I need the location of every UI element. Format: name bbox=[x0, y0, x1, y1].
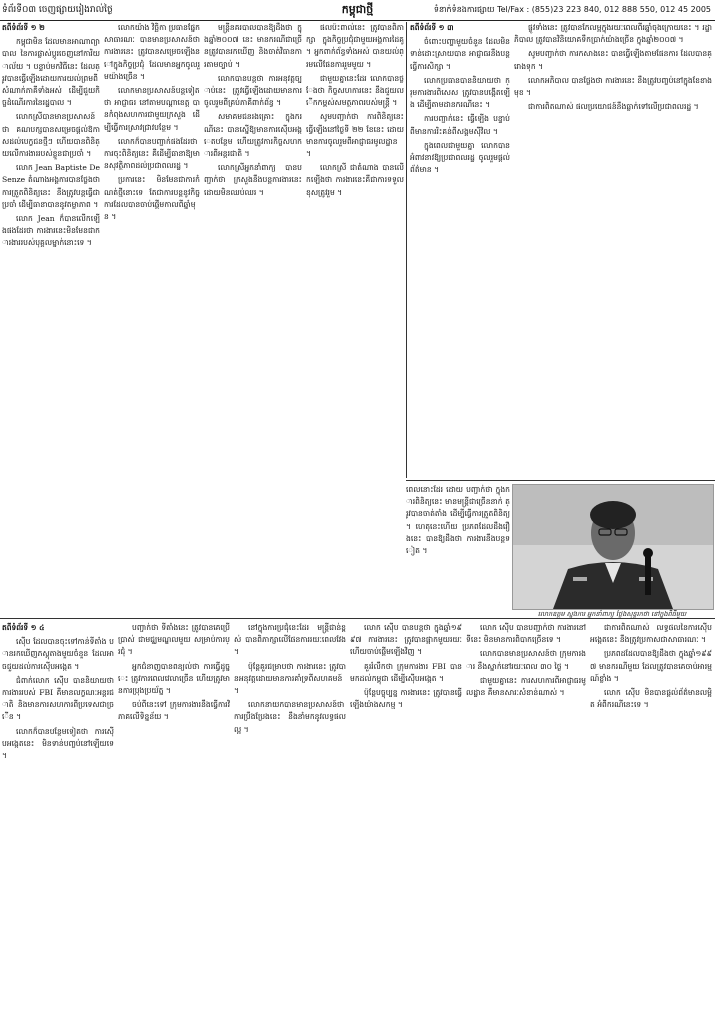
paragraph: សូមបញ្ជាក់ថា ការពិនិត្យនេះ ធ្វើឡើងនៅថ្ងៃទី ២២ ខែនេះ ដោយមានការចូលរួមពីអាជ្ញាធរមូលដ្ឋាន ។ bbox=[306, 112, 404, 159]
paragraph: លោកស្រីបានមានប្រសាសន៍ថា គណបក្សបានសម្រេចផ្តល់ឱកាសដល់បេក្ខជនថ្មីៗ ហើយបានពិនិត្យលើការងាររបស់ខ្លួនជាប្រចាំ ។ bbox=[2, 112, 100, 159]
paragraph: បញ្ជាក់ថា ទីតាំងនេះ ត្រូវបានគេប្រើប្រាស់ ជាមជ្ឈមណ្ឌលមួយ សម្រាប់ការប្រជុំ ។ bbox=[118, 623, 230, 657]
inset-text: ពេលនោះដែរ ដោយ បញ្ជាក់ថា ក្នុងការពិនិត្យនេះ មានមន្ត្រីជាច្រើននាក់ ត្រូវបានចាត់តាំង ដើម្បីធ្វើការត្រួតពិនិត្យ ។ ហេតុនេះហើយ ប្រភពដែលដឹងរឿងនេះ បានឱ្យដឹងថា ការងារនឹងបន្តទៀត ។ bbox=[406, 485, 510, 556]
paragraph: ប្រភពដដែលបានឱ្យដឹងថា ក្នុងឆ្នាំ១៩៩៧ មានករណីមួយ ដែលត្រូវបានគេចាប់អារម្មណ៍ខ្លាំង ។ bbox=[590, 649, 712, 683]
paragraph: លោក Jean Baptiste De Senze តំណាងអង្គការបានថ្លែងថា ការត្រួតពិនិត្យនេះ នឹងត្រូវបន្តធ្វើជាប្រចាំ ដើម្បីធានាបាននូវតម្លាភាព ។ bbox=[2, 163, 100, 209]
paragraph: ប្រការនេះ មិនមែនជាការកំណត់ថ្មីនោះទេ តែជាការបន្តនូវកិច្ចការដែលបានចាប់ផ្តើមកាលពីឆ្នាំមុន ។ bbox=[104, 175, 200, 222]
section-divider bbox=[406, 480, 715, 481]
paragraph: លោក ស៊ើប មិនបានផ្តល់ព័ត៌មានលម្អិត អំពីករណីនេះទេ ។ bbox=[590, 688, 712, 710]
paragraph: កម្ពុជាមិន ដែលមានអាណាព្យាបាល នៃការផ្លាស់ប្តូរចេញនៅការិយាល័យ ។ បន្ទាប់មកវិធីនេះ ដែលត្រូវបានធ្វើឡើងដោយការយល់ព្រមពីសំណាក់ភាគីទាំងអស់ ដើម្បីជួយកិច្ចដំណើរការនៃរដ្ឋបាល ។ bbox=[2, 37, 100, 108]
article-column-8 bbox=[118, 622, 230, 1022]
article-column-2 bbox=[104, 22, 200, 616]
paragraph: លោក Jean ក៏បានលើកឡើងផងដែរថា ការងារនេះមិនមែនជាការងាររបស់បុគ្គលម្នាក់នោះទេ ។ bbox=[2, 214, 100, 248]
photo-caption: លោកឧត្តម ស្នងការ អ្នកនាំពាក្យ ថ្លែងសុន្ទរកថា នៅក្នុងពិធីមួយ bbox=[537, 610, 687, 618]
paragraph: នៅក្នុងការប្រជុំនេះដែរ មន្ត្រីជាន់ខ្ពស់ បានពិភាក្សាលើផែនការរយៈពេលវែង ។ bbox=[234, 623, 346, 657]
article-column-4 bbox=[306, 22, 404, 616]
continued-label: តពីទំព័រទី ១ ៤ bbox=[2, 623, 45, 632]
paragraph: លោកមានប្រសាសន៍បន្តទៀតថា អាជ្ញាធរ នៅតាមបណ្តាខេត្ត បានកំពុងសហការជាមួយក្រសួង ដើម្បីធ្វើការស្រាវជ្រាវបន្ថែម ។ bbox=[104, 86, 200, 132]
paragraph: ជាមួយគ្នានេះដែរ លោកបានថ្លែងថា កិច្ចសហការនេះ នឹងជួយលើកកម្ពស់សមត្ថភាពរបស់មន្ត្រី ។ bbox=[306, 73, 404, 108]
paragraph: លោក ស៊ើប បានបញ្ជាក់ថា ការងារនៅទីនេះ មិនមានការពិបាកច្រើនទេ ។ bbox=[466, 623, 586, 645]
paragraph: លោកក៏បានបញ្ជាក់ផងដែរថា ការចុះពិនិត្យនេះ គឺដើម្បីធានាឱ្យមានសុវត្ថិភាពដល់ប្រជាពលរដ្ឋ ។ bbox=[104, 136, 200, 171]
paragraph: ជាមួយគ្នានេះ ការសហការពីអាជ្ញាធរមូលដ្ឋាន គឺមានសារៈសំខាន់ណាស់ ។ bbox=[466, 675, 586, 698]
article-column-11 bbox=[466, 622, 586, 1022]
paragraph: លោកបានមានប្រសាសន៍ថា ក្រុមការងារ នឹងស្នាក់នៅរយៈពេល ៣០ ថ្ងៃ ។ bbox=[466, 649, 586, 671]
article-column-3 bbox=[204, 22, 302, 616]
column-divider bbox=[406, 22, 407, 478]
page-label: ទំព័រទី០៣ ចេញផ្សាយរៀងរាល់ថ្ងៃ bbox=[2, 5, 113, 15]
paragraph: លោកនាយកបានមានប្រសាសន៍ថា ការប្រឹងប្រែងនេះ នឹងនាំមកនូវលទ្ធផលល្អ ។ bbox=[234, 700, 346, 734]
article-column-12 bbox=[590, 622, 712, 1022]
paragraph: ផលប៉ះពាល់នេះ ត្រូវបានពិភាក្សា ក្នុងកិច្ចប្រជុំជាមួយអង្គការដៃគូ ។ អ្នកពាក់ព័ន្ធទាំងអស់ បានយល់ព្រមលើផែនការរួមមួយ ។ bbox=[306, 23, 404, 69]
paragraph: លោកបានបន្តថា ការអនុវត្តច្បាប់នេះ ត្រូវធ្វើឡើងដោយមានការចូលរួមពីគ្រប់ភាគីពាក់ព័ន្ធ ។ bbox=[204, 73, 302, 108]
paragraph: គួររំលឹកថា ក្រុមការងារ FBI បានមកដល់កម្ពុជា ដើម្បីស៊ើបអង្កេត ។ bbox=[350, 661, 462, 683]
paragraph: លោកប្រធានបាននិយាយថា ក្រុមការងារពិសេស ត្រូវបានបង្កើតឡើង ដើម្បីតាមដានករណីនេះ ។ bbox=[410, 75, 510, 110]
paragraph: ក្នុងពេលជាមួយគ្នា លោកបានអំពាវនាវឱ្យប្រជាពលរដ្ឋ ចូលរួមផ្តល់ព័ត៌មាន ។ bbox=[410, 140, 510, 175]
article-column-1 bbox=[2, 22, 100, 616]
paragraph: ប៉ុន្តែគួរជម្រាបថា ការងារនេះ ត្រូវបានអនុវត្តដោយមានការគាំទ្រពីសហគមន៍ ។ bbox=[234, 661, 346, 696]
paragraph: ផ្លូវទាំងនេះ ត្រូវបានកែលម្អក្នុងរយៈពេលពីរឆ្នាំចុងក្រោយនេះ ។ រដ្ឋាភិបាល ត្រូវបានវិនិយោគទឹកប្រាក់យ៉ាងច្រើន ក្នុងឆ្នាំ២០០៧ ។ bbox=[514, 23, 712, 45]
paragraph: ជំពាក់លោក ស៊ើប បាននិយាយថា ការងាររបស់ FBI គឺមានលក្ខណៈអន្តរជាតិ និងមានការសហការពីប្រទេសជាច្រើន ។ bbox=[2, 675, 114, 722]
article-column-10 bbox=[350, 622, 462, 1022]
paragraph: ចប់ពីនេះទៅ ក្រុមការងារនឹងធ្វើការវិភាគលើទិន្នន័យ ។ bbox=[118, 700, 230, 722]
paragraph: លោកស្រីអ្នកនាំពាក្យ បានបញ្ជាក់ថា ក្រសួងនឹងបន្តការងារនេះ ដោយមិនឈប់ឈរ ។ bbox=[204, 163, 302, 197]
paragraph: ការបញ្ជាក់នេះ ធ្វើឡើង បន្ទាប់ពីមានការរិះគន់ពីសង្គមស៊ីវិល ។ bbox=[410, 114, 510, 136]
contact-info: ទំនាក់ទំនងការផ្សាយ Tel/Fax : (855)23 223 840, 012 888 550, 012 45 2005 bbox=[433, 5, 711, 14]
article-column-6 bbox=[514, 22, 712, 478]
page-header bbox=[0, 0, 715, 21]
paragraph: អ្នកជំនាញបានពន្យល់ថា ការធ្វើដូច្នេះ ត្រូវការពេលវេលាច្រើន ហើយត្រូវមានការប្រុងប្រយ័ត្ន ។ bbox=[118, 661, 230, 696]
paragraph: ចំពោះបញ្ហាមួយចំនួន ដែលមិនទាន់ដោះស្រាយបាន អាជ្ញាធរនឹងបន្តធ្វើការសិក្សា ។ bbox=[410, 37, 510, 71]
paragraph: ជាការពិតណាស់ ផលប្រយោជន៍នឹងធ្លាក់ទៅលើប្រជាពលរដ្ឋ ។ bbox=[528, 102, 699, 112]
continued-label: តពីទំព័រទី ១ ៣ bbox=[410, 23, 454, 32]
paragraph: ប៉ុន្តែបច្ចុប្បន្ន ការងារនេះ ត្រូវបានធ្វើឡើងយ៉ាងសកម្ម ។ bbox=[350, 688, 462, 710]
paragraph: លោកក៏បានបន្ថែមទៀតថា ការស៊ើបអង្កេតនេះ មិនទាន់បញ្ចប់នៅឡើយទេ ។ bbox=[2, 726, 114, 761]
paragraph: លោកអភិបាល បានថ្លែងថា ការងារនេះ នឹងត្រូវបញ្ចប់នៅក្នុងខែខាងមុខ ។ bbox=[514, 75, 712, 98]
officer-photo-icon bbox=[513, 485, 713, 609]
article-column-7 bbox=[2, 622, 114, 1022]
news-photo bbox=[512, 484, 714, 610]
paragraph: ស៊ើប ដែលបានចុះទៅកាន់ទីតាំង បានរកឃើញភស្តុតាងមួយចំនួន ដែលអាចជួយដល់ការស៊ើបអង្កេត ។ bbox=[2, 637, 114, 671]
article-column-9 bbox=[234, 622, 346, 1022]
continued-label: តពីទំព័រទី ១ ២ bbox=[2, 23, 45, 32]
paragraph: សមាគមជនរងគ្រោះ ក្នុងករណីនេះ បានស្នើឱ្យមានការស៊ើបអង្កេតបន្ថែម ហើយត្រូវការកិច្ចសហការពីអន្តរជាតិ ។ bbox=[204, 112, 302, 159]
article-column-5 bbox=[410, 22, 510, 478]
paragraph: ជាការពិតណាស់ លទ្ធផលនៃការស៊ើបអង្កេតនេះ នឹងត្រូវប្រកាសជាសាធារណៈ ។ bbox=[590, 623, 712, 645]
masthead: កម្ពុជាថ្មី bbox=[341, 3, 374, 16]
paragraph: លោកយ៉ាង វិច្ឆិកា ប្រធានផ្នែកសាធារណៈ បានមានប្រសាសន៍ថា ការងារនេះ ត្រូវបានសម្រេចឡើងនៅក្នុងកិច្ចប្រជុំ ដែលមានអ្នកចូលរួមយ៉ាងច្រើន ។ bbox=[104, 23, 200, 81]
paragraph: លោក ស៊ើប បានបន្តថា ក្នុងឆ្នាំ១៩៩៧ ការងារនេះ ត្រូវបានផ្អាកមួយរយៈ ហើយចាប់ផ្តើមឡើងវិញ ។ bbox=[350, 623, 462, 657]
paragraph: សូមបញ្ជាក់ថា ការកសាងនេះ បានធ្វើឡើងតាមផែនការ ដែលបានគ្រោងទុក ។ bbox=[514, 49, 712, 71]
paragraph: លោកស្រី ជាតំណាង បានលើកឡើងថា ការងារនេះគឺជាការទទួលខុសត្រូវរួម ។ bbox=[306, 163, 404, 197]
paragraph: មន្ត្រីនគរបាលបានឱ្យដឹងថា ក្នុងឆ្នាំ២០០៧ នេះ មានករណីជាច្រើនត្រូវបានរកឃើញ និងចាត់វិធានការតាមច្បាប់ ។ bbox=[204, 23, 302, 69]
